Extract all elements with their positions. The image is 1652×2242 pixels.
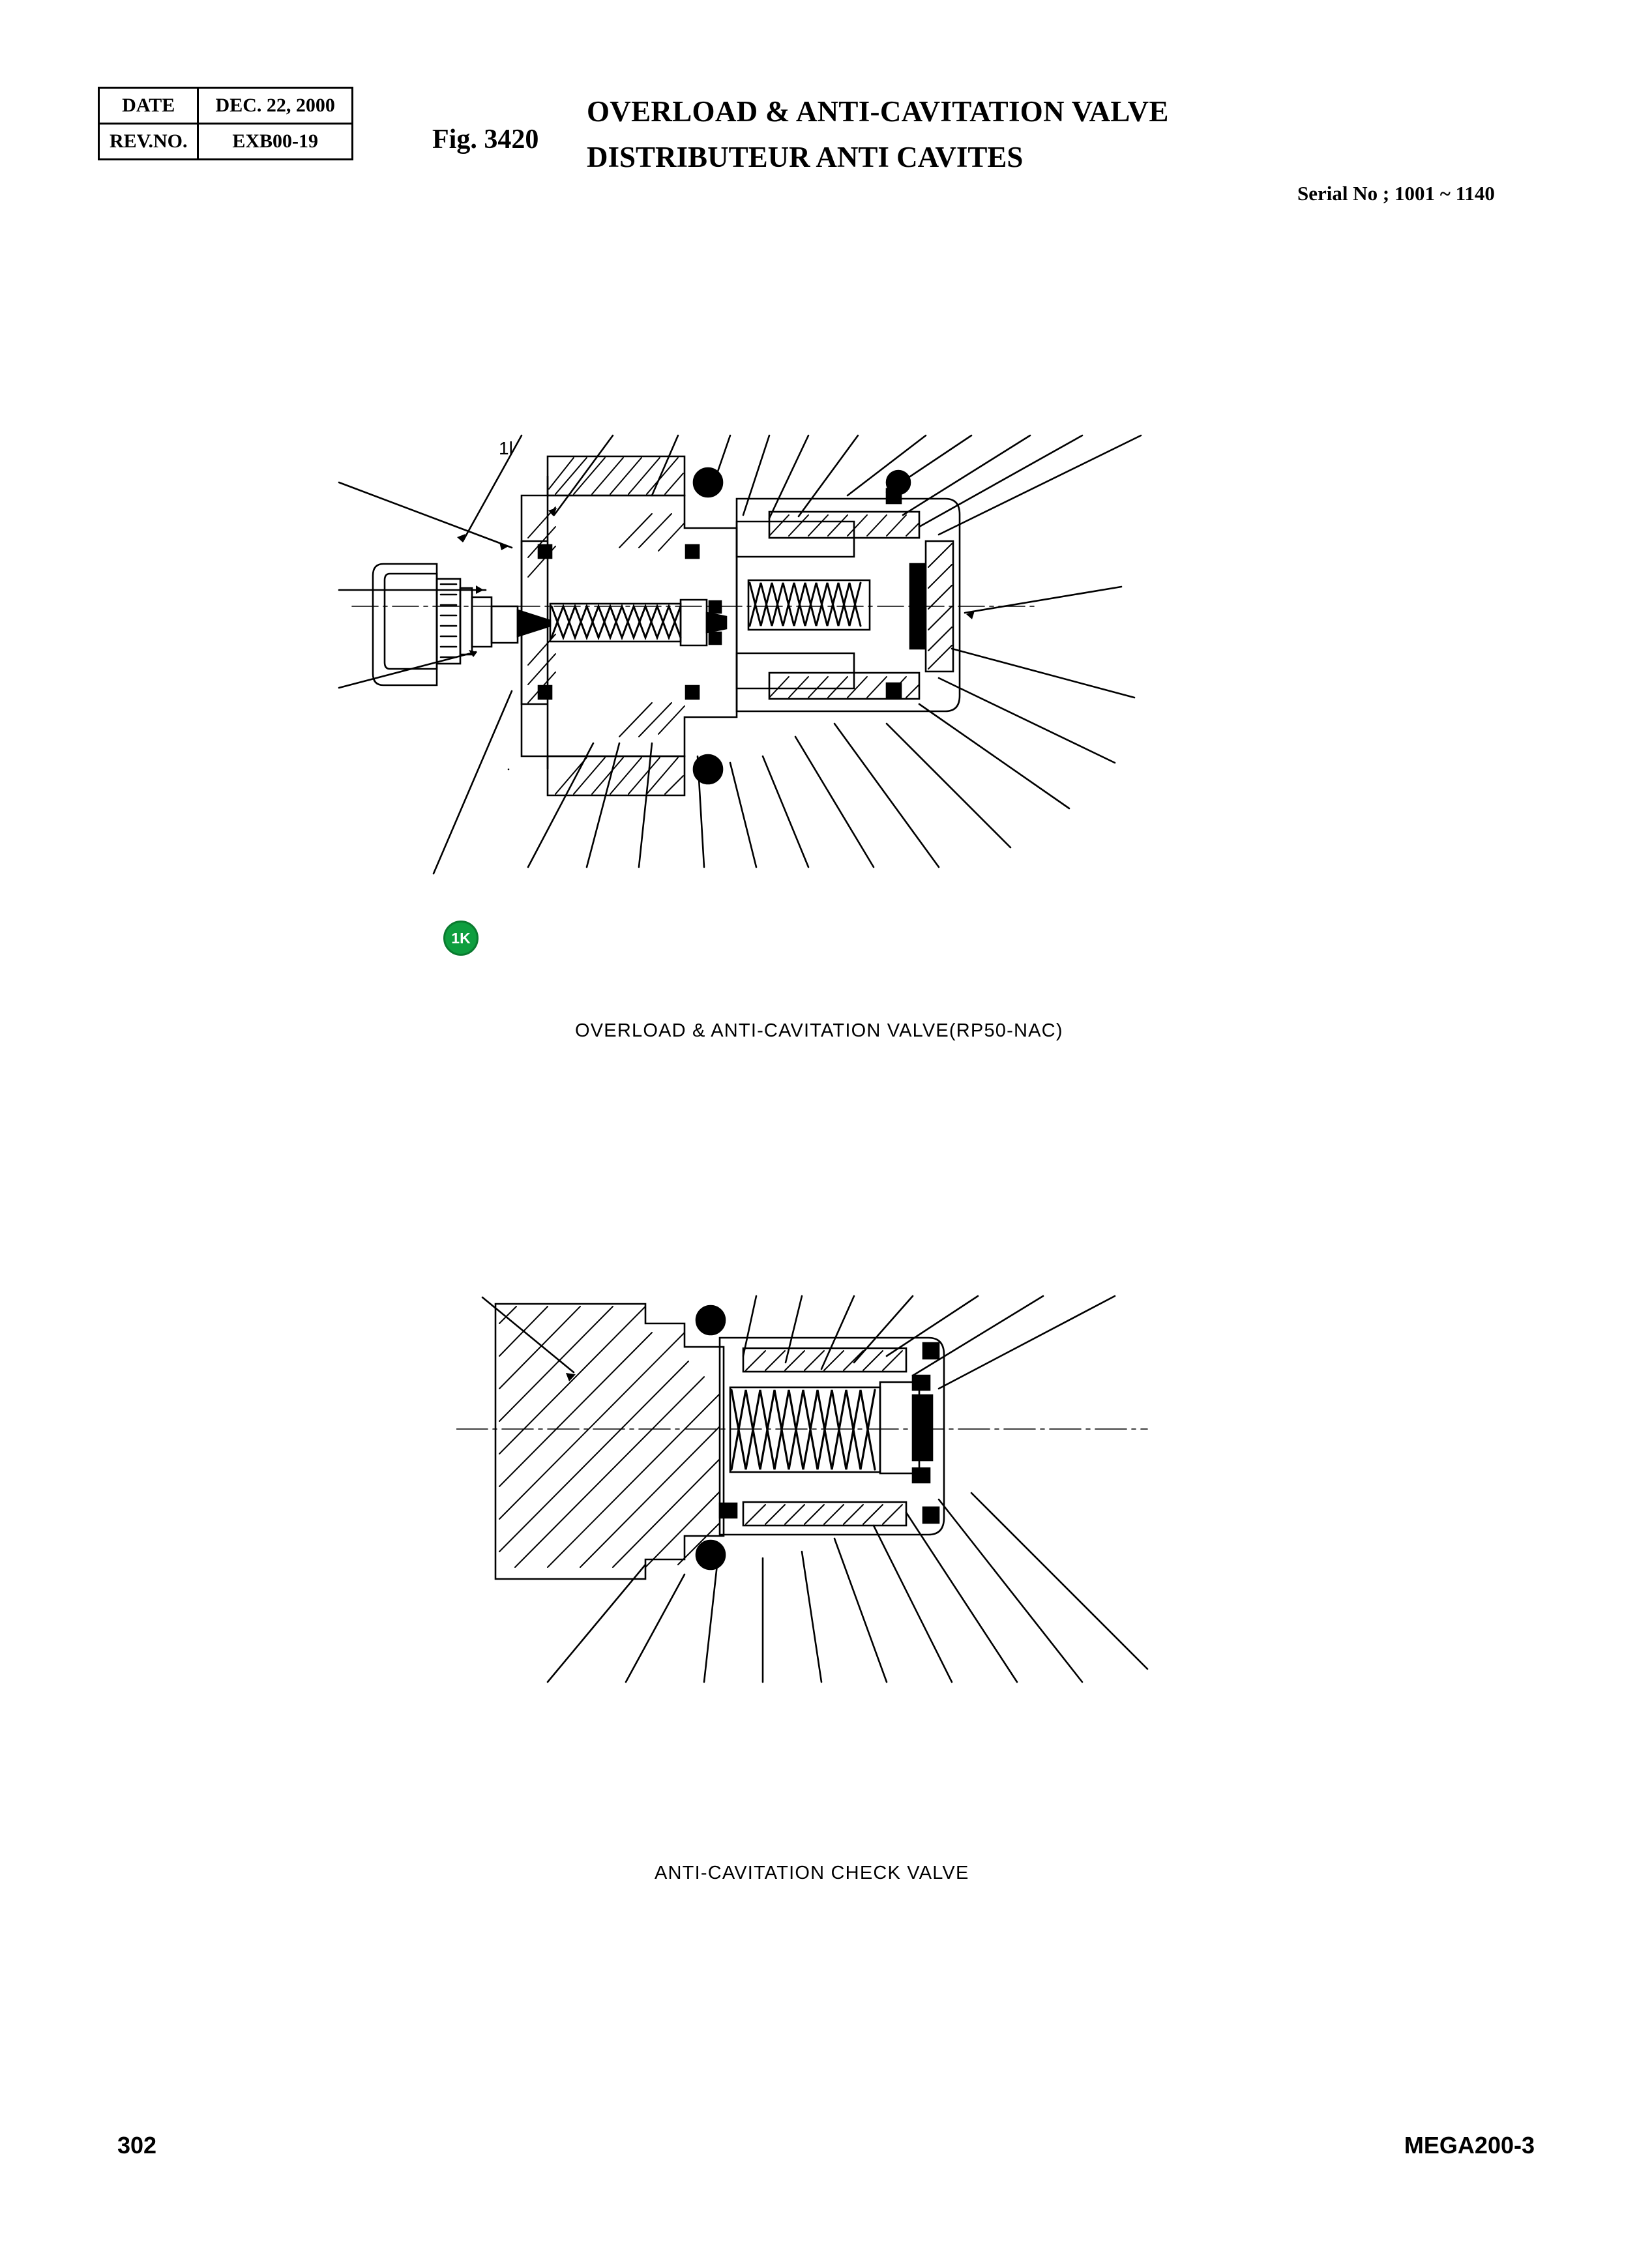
overload-anti-cavitation-valve-diagram xyxy=(313,417,1343,958)
page-title: OVERLOAD & ANTI-CAVITATION VALVE xyxy=(587,95,1169,128)
anti-cavitation-check-valve-diagram xyxy=(456,1278,1369,1832)
figure-number: Fig. 3420 xyxy=(432,125,539,155)
page-number: 302 xyxy=(117,2132,157,2159)
revision-info-table xyxy=(98,87,353,160)
figure-1-caption: OVERLOAD & ANTI-CAVITATION VALVE(RP50-NAC) xyxy=(575,1020,1063,1041)
page-subtitle: DISTRIBUTEUR ANTI CAVITES xyxy=(587,141,1024,173)
rev-no-value: EXB00-19 xyxy=(198,124,353,160)
callout-badge-1k: 1K xyxy=(443,921,479,956)
serial-number-range: Serial No ; 1001 ~ 1140 xyxy=(1297,182,1495,205)
date-label: DATE xyxy=(99,88,198,124)
table-row xyxy=(99,88,353,124)
rev-no-label: REV.NO. xyxy=(99,124,198,160)
document-code: MEGA200-3 xyxy=(1404,2132,1535,2159)
marker-1l: 1l xyxy=(499,438,513,458)
figure-2-caption: ANTI-CAVITATION CHECK VALVE xyxy=(655,1863,969,1883)
table-row xyxy=(99,124,353,160)
date-value: DEC. 22, 2000 xyxy=(198,88,353,124)
